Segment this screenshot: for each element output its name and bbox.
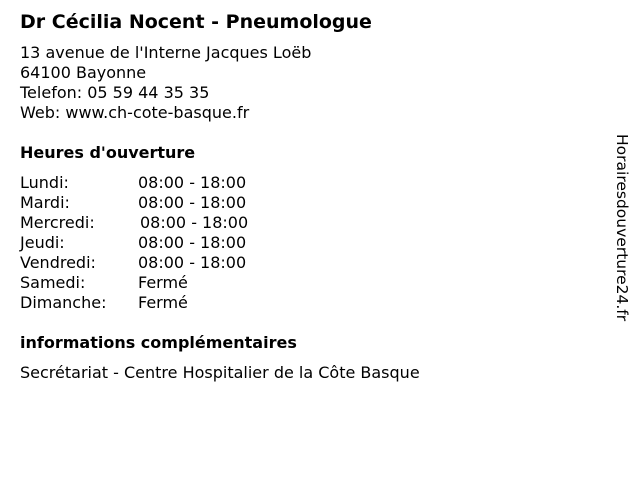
hours-row-friday (20, 253, 600, 273)
hours-row-saturday (20, 273, 600, 293)
hours-row-tuesday (20, 193, 600, 213)
day-label: Mercredi: (20, 213, 95, 232)
hours-row-wednesday (20, 213, 600, 233)
site-watermark: Horairesdouverture24.fr (613, 134, 631, 322)
opening-time: 08:00 - 18:00 (138, 233, 247, 252)
opening-time: Fermé (138, 273, 188, 292)
hours-heading: Heures d'ouverture (20, 143, 196, 162)
opening-time: 08:00 - 18:00 (138, 253, 247, 272)
hours-row-thursday (20, 233, 600, 253)
city: 64100 Bayonne (20, 63, 147, 82)
page-title: Dr Cécilia Nocent - Pneumologue (20, 11, 372, 33)
opening-time: 08:00 - 18:00 (140, 213, 249, 232)
address-block (20, 43, 600, 123)
day-label: Dimanche: (20, 293, 107, 312)
hours-row-monday (20, 173, 600, 193)
day-label: Jeudi: (20, 233, 65, 252)
opening-time: 08:00 - 18:00 (138, 193, 247, 212)
opening-time: 08:00 - 18:00 (138, 173, 247, 192)
info-heading: informations complémentaires (20, 333, 297, 352)
hours-table (20, 173, 600, 313)
hours-row-sunday (20, 293, 600, 313)
day-label: Samedi: (20, 273, 86, 292)
day-label: Lundi: (20, 173, 69, 192)
website-link[interactable]: Web: www.ch-cote-basque.fr (20, 103, 250, 122)
day-label: Mardi: (20, 193, 70, 212)
phone-number[interactable]: Telefon: 05 59 44 35 35 (20, 83, 210, 102)
street-address: 13 avenue de l'Interne Jacques Loëb (20, 43, 312, 62)
practice-card (20, 10, 600, 383)
info-text: Secrétariat - Centre Hospitalier de la Côte Basque (20, 363, 420, 382)
day-label: Vendredi: (20, 253, 96, 272)
opening-time: Fermé (138, 293, 188, 312)
